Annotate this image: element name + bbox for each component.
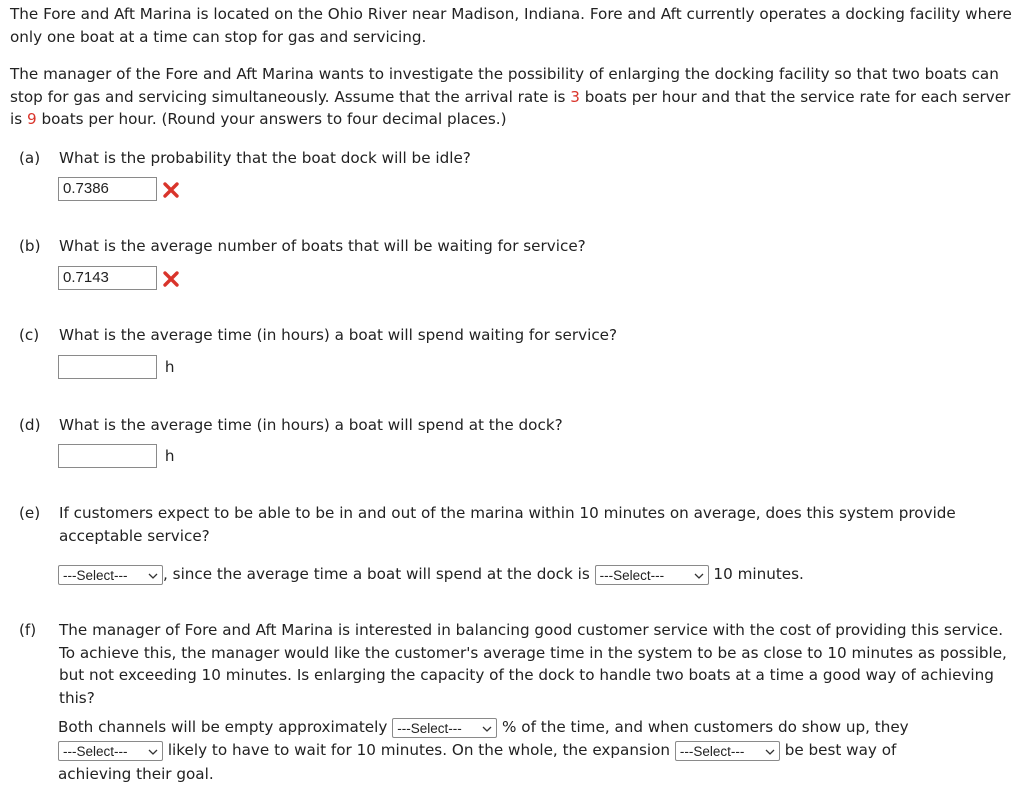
answer-a-input[interactable]: 0.7386: [58, 177, 157, 201]
x-mark-icon: [162, 181, 180, 199]
answer-b-input[interactable]: 0.7143: [58, 266, 157, 290]
answer-b: [58, 266, 157, 290]
answer-e-sentence: ---Select--- , since the average time a boat will spend at the dock is ---Select--- 10 minutes.: [58, 563, 804, 586]
answer-c: [58, 355, 174, 379]
unit-label: h: [164, 447, 175, 465]
unit-label: h: [164, 358, 175, 376]
question-a: [19, 147, 1014, 170]
question-e: [19, 502, 1014, 545]
question-text: What is the average number of boats that will be waiting for service?: [59, 237, 586, 255]
chevron-down-icon: [482, 724, 492, 734]
answer-f-line-3: achieving their goal.: [58, 765, 214, 783]
chevron-down-icon: [694, 571, 704, 581]
answer-f-line-2: ---Select--- likely to have to wait for 10 minutes. On the whole, the expansion ---Select--- be best way of: [58, 739, 896, 762]
answer-d: [58, 444, 174, 468]
question-label: (f): [19, 621, 37, 639]
answer-e-select-2[interactable]: ---Select---: [595, 565, 709, 585]
answer-f-select-2[interactable]: ---Select---: [58, 741, 163, 761]
question-text: What is the probability that the boat dock will be idle?: [59, 149, 471, 167]
question-text: The manager of Fore and Aft Marina is interested in balancing good customer service with the cost of providing this service. To achieve this, the manager would like the customer's average time in the system to be as close to 10 minutes as possible, but not exceeding 10 minutes. Is enlarging the capacity of the dock to handle two boats at a time a good way of achieving this?: [59, 621, 1007, 707]
question-label: (c): [19, 326, 40, 344]
question-text: What is the average time (in hours) a boat will spend waiting for service?: [59, 326, 618, 344]
question-b: [19, 235, 1014, 258]
chevron-down-icon: [148, 747, 158, 757]
chevron-down-icon: [148, 571, 158, 581]
question-c: [19, 324, 1014, 347]
service-rate: 9: [26, 110, 37, 128]
question-label: (e): [19, 504, 41, 522]
question-label: (a): [19, 149, 41, 167]
answer-f-select-1[interactable]: ---Select---: [392, 718, 497, 738]
question-label: (d): [19, 416, 41, 434]
question-text: If customers expect to be able to be in and out of the marina within 10 minutes on average, does this system provide acceptable service?: [59, 504, 956, 545]
question-d: [19, 414, 1014, 437]
x-mark-icon: [162, 270, 180, 288]
intro-paragraph-1: The Fore and Aft Marina is located on the Ohio River near Madison, Indiana. Fore and Aft currently operates a docking facility where only one boat at a time can stop for gas and servicing.: [10, 5, 1012, 46]
answer-d-input[interactable]: [58, 444, 157, 468]
answer-f-line-1: Both channels will be empty approximately ---Select--- % of the time, and when customers do show up, they: [58, 718, 909, 736]
question-text: What is the average time (in hours) a boat will spend at the dock?: [59, 416, 563, 434]
question-f: [19, 619, 1014, 707]
intro-paragraph-2: The manager of the Fore and Aft Marina wants to investigate the possibility of enlarging the docking facility so that two boats can stop for gas and servicing simultaneously. Assume that the arrival rate is 3 boats per hour and that the service rate for each server is 9 boats per hour. (Round your answers to four decimal places.): [10, 65, 1011, 128]
chevron-down-icon: [765, 747, 775, 757]
answer-e-select-1[interactable]: ---Select---: [58, 565, 163, 585]
answer-f-select-3[interactable]: ---Select---: [675, 741, 780, 761]
answer-a: [58, 177, 157, 201]
question-label: (b): [19, 237, 41, 255]
arrival-rate: 3: [570, 87, 580, 106]
answer-c-input[interactable]: [58, 355, 157, 379]
